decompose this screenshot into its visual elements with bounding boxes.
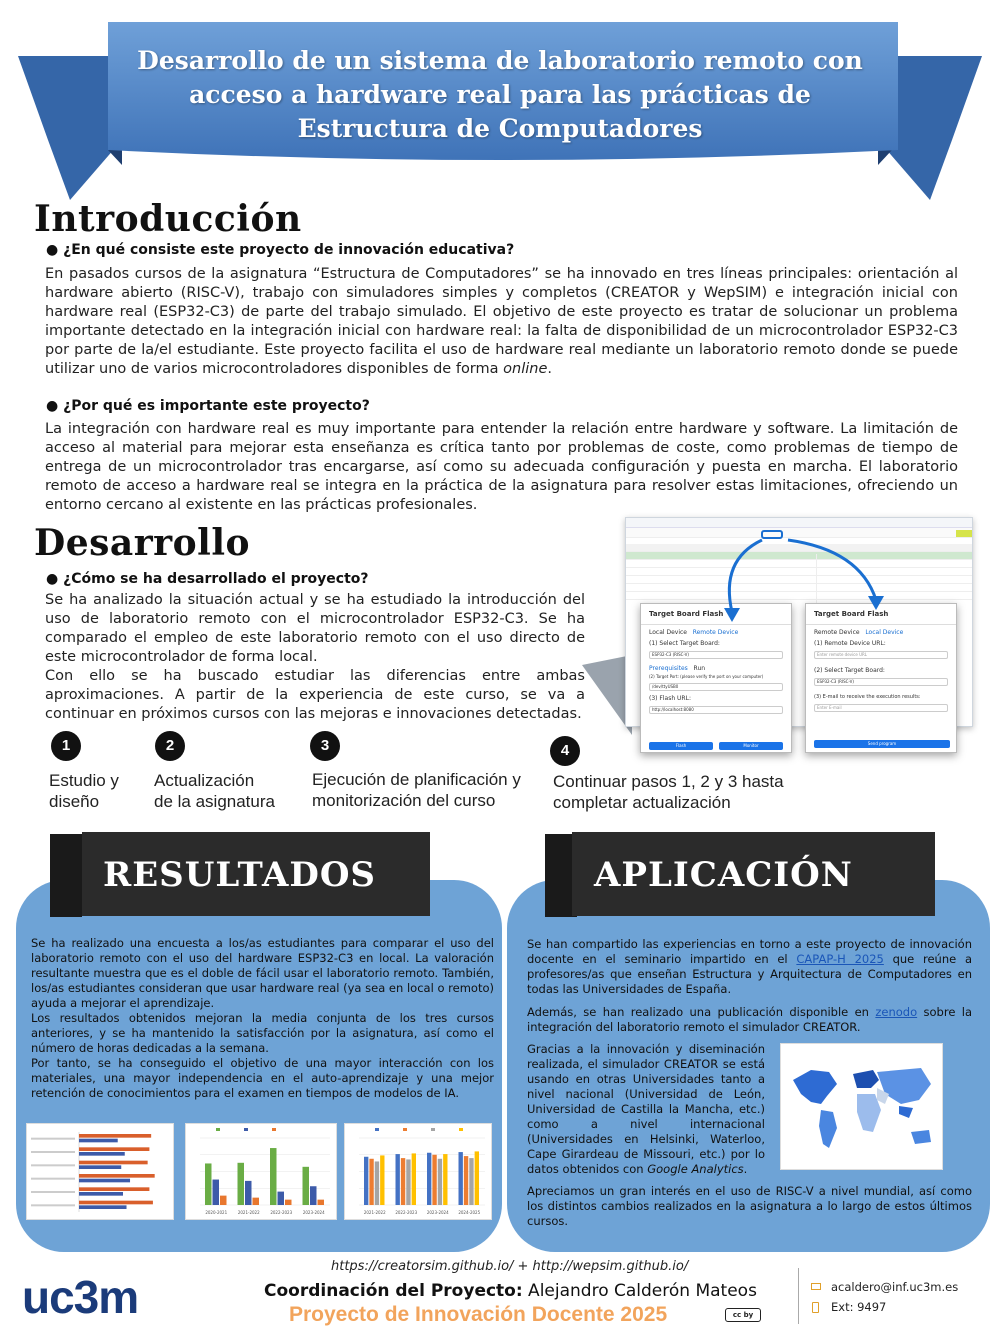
c2-tick-3: 2024-2025: [458, 1210, 481, 1215]
c1-bar-3-1: [310, 1186, 317, 1205]
intro-paragraph-2: La integración con hardware real es muy importante para entender la relación entre hardware y software. La limitación de acceso al material para mejorar esta enseñanza es crítica tanto por problemas de coste, como problemas de tiempo de entrega de un microcontrolador tras encargarse, así como su adecuada configuración y puesta en marcha. El laboratorio remoto de acceso a hardware real se integra en la práctica de la asignatura para resolver estas limitaciones, ofreciendo un entorno cercano al existente en las prácticas profesionales.: [45, 421, 958, 513]
modal-remote-flash: Target Board Flash Remote Device Local Device (1) Remote Device URL: Enter remote device URL (2) Select Target Board: ESP32-C3 (RISC-V) (3) E-mail to receive the execution results: Enter E-mail Send program: [805, 603, 957, 753]
application-text-2: Además, se han realizado una publicación disponible en zenodo sobre la integración del laboratorio remoto el simulador CREATOR.: [527, 1005, 972, 1034]
intro-question-2: ● ¿Por qué es importante este proyecto?: [46, 398, 370, 414]
banner-left-ribbon: [18, 56, 115, 200]
send-program-button[interactable]: Send program: [814, 740, 950, 748]
flash-button[interactable]: Flash: [649, 742, 713, 750]
chart-grades-by-year: [344, 1123, 492, 1220]
chart0-bar-1-1: [79, 1152, 125, 1156]
modal-local-flash: Target Board Flash Local Device Remote Device (1) Select Target Board: ESP32-C3 (RISC-V) Prerequisites Run (2) Target Port: (please verify the port on your computer) /dev/ttyUSB0 (3) Flash URL: http://localhost:8080 Flash Monitor: [640, 603, 792, 753]
banner-right-ribbon: [885, 56, 982, 200]
results-text: Se ha realizado una encuesta a los/as estudiantes para comparar el uso del laboratorio remoto con el uso del hardware ESP32-C3 en local. La valoración resultante muestra que es el doble de fácil usar el laboratorio remoto. También, los/as estudiantes consideran que usar hardware real (ya sea en local o remoto) ayuda a mejorar el aprendizaje. Los resultados obtenidos mejoran la media conjunta de los tres cursos anteriores, y se ha mantenido la satisfacción por la asignatura, así como el número de horas dedicadas a la semana. Por tanto, se ha conseguido el objetivo de una mayor interacción con los materiales, una mayor independencia en el auto-aprendizaje y una mejor retención de conocimientos para el examen en tiempos de modelos de IA.: [31, 936, 494, 1100]
intro-question-1: ● ¿En qué consiste este proyecto de innovación educativa?: [46, 242, 515, 258]
c1-bar-1-0: [238, 1163, 245, 1205]
c2-bar-3-0: [459, 1152, 463, 1205]
project-coordinator: Coordinación del Proyecto: Alejandro Calderón Mateos: [264, 1281, 757, 1301]
chart0-bar-1-0: [79, 1147, 149, 1151]
c2-bar-2-0: [427, 1153, 431, 1205]
application-text-1: Se han compartido las experiencias en torno a este proyecto de innovación docente en el seminario impartido en el CAPAP-H 2025 que reúne a profesores/as que enseñan Estructura y Arquitectura de Computadores en todas las Universidades de España.: [527, 937, 972, 996]
c2-legend-swatch-0: [375, 1128, 379, 1131]
chart-satisfaction-by-year: [185, 1123, 337, 1220]
c1-bar-0-1: [213, 1180, 220, 1205]
chart0-label-5: [31, 1191, 75, 1193]
step-3-text: Ejecución de planificación y monitorización del curso: [312, 770, 521, 810]
chart0-bar-0-1: [79, 1139, 118, 1143]
chart0-label-1: [31, 1138, 75, 1140]
c2-bar-2-1: [432, 1155, 436, 1205]
chart0-bar-5-1: [79, 1205, 127, 1209]
dev-heading: Desarrollo: [34, 522, 251, 564]
c2-tick-1: 2022-2023: [395, 1210, 418, 1215]
chart0-bar-2-0: [79, 1161, 148, 1165]
zenodo-link[interactable]: zenodo: [875, 1005, 918, 1019]
step-3-badge: 3: [310, 731, 340, 761]
chart0-label-2: [31, 1151, 75, 1153]
c2-legend-swatch-3: [459, 1128, 463, 1131]
chart0-bar-4-0: [79, 1187, 149, 1191]
c2-bar-3-3: [475, 1151, 479, 1205]
application-text-3: Gracias a la innovación y diseminación realizada, el simulador CREATOR se está usando en otras Universidades tanto a nivel nacional (Universidad de León, Universidad de Castilla la Mancha, etc.) como a nivel internacional (Universidades en Helsinki, Waterloo, Cape Girardeau de Missouri, etc.) por lo datos obtenidos con Google Analytics.: [527, 1042, 765, 1176]
project-program: Proyecto de Innovación Docente 2025: [289, 1303, 668, 1326]
dev-paragraph: Se ha analizado la situación actual y se ha estudiado la introducción del uso de laboratorio remoto con el microcontrolador ESP32-C3. Se ha comparado el empleo de este laboratorio remoto con el uso directo de este microcontrolador de forma local. Con ello se ha buscado estudiar las diferencias entre ambas aproximaciones. A partir de la experiencia de este curso, se va a continuar en próximos cursos con las mejoras e innovaciones detectadas.: [45, 592, 585, 722]
chart0-label-6: [31, 1204, 75, 1206]
application-text-4: Apreciamos un gran interés en el uso de RISC-V a nivel mundial, así como los distintos cambios realizados en la asignatura a lo largo de estos últimos cursos.: [527, 1184, 972, 1228]
monitor-button[interactable]: Monitor: [719, 742, 783, 750]
c2-legend-swatch-1: [403, 1128, 407, 1131]
phone-icon: [812, 1302, 819, 1313]
footer-divider: [798, 1268, 799, 1324]
flow-arrows: [700, 530, 900, 640]
poster-title: Desarrollo de un sistema de laboratorio remoto con acceso a hardware real para las prácticas de Estructura de Computadores: [137, 46, 863, 143]
c2-tick-0: 2021-2022: [363, 1210, 386, 1215]
c1-bar-0-0: [205, 1163, 212, 1205]
c2-bar-0-0: [364, 1157, 368, 1205]
contact-email[interactable]: acaldero@inf.uc3m.es: [831, 1280, 959, 1294]
c2-bar-0-2: [375, 1161, 379, 1205]
uc3m-logo: uc3m: [22, 1271, 139, 1323]
c1-bar-3-0: [303, 1167, 310, 1205]
c2-bar-3-1: [464, 1156, 468, 1205]
intro-heading: Introducción: [34, 198, 302, 240]
world-map-graphic: [781, 1044, 942, 1169]
c1-bar-2-1: [278, 1192, 285, 1205]
c1-tick-2: 2022-2023: [270, 1210, 293, 1215]
c2-legend-swatch-2: [431, 1128, 435, 1131]
chart0-bar-0-0: [79, 1134, 151, 1138]
step-2-text: Actualización de la asignatura: [154, 771, 275, 811]
step-1-badge: 1: [51, 731, 81, 761]
email-icon: [811, 1283, 821, 1290]
c2-bar-2-3: [443, 1154, 447, 1205]
c2-bar-1-2: [406, 1159, 410, 1205]
application-heading: APLICACIÓN: [594, 855, 853, 895]
c2-bar-3-2: [469, 1158, 473, 1205]
world-usage-map: [780, 1043, 943, 1170]
chart0-bar-3-1: [79, 1179, 130, 1183]
c2-bar-1-1: [401, 1158, 405, 1205]
c1-tick-3: 2023-2024: [302, 1210, 325, 1215]
project-urls[interactable]: https://creatorsim.github.io/ + http://wepsim.github.io/: [331, 1259, 689, 1274]
c2-bar-0-3: [380, 1155, 384, 1205]
chart0-label-3: [31, 1164, 75, 1166]
c1-bar-3-2: [318, 1200, 325, 1205]
chart-survey-horizontal: [26, 1123, 174, 1220]
c2-bar-0-1: [369, 1159, 373, 1205]
step-2-badge: 2: [155, 731, 185, 761]
c1-bar-1-2: [253, 1198, 260, 1205]
chart0-bar-5-0: [79, 1201, 153, 1205]
chart0-bar-3-0: [79, 1174, 155, 1178]
c2-bar-1-3: [412, 1153, 416, 1205]
c1-legend-swatch-1: [244, 1128, 248, 1131]
c2-bar-2-2: [438, 1159, 442, 1205]
step-4-badge: 4: [550, 736, 580, 766]
chart0-bar-2-1: [79, 1165, 121, 1169]
step-4-text: Continuar pasos 1, 2 y 3 hasta completar actualización: [553, 772, 784, 812]
c2-bar-1-0: [396, 1154, 400, 1205]
c1-tick-0: 2020-2021: [205, 1210, 228, 1215]
c1-bar-1-1: [245, 1181, 252, 1205]
step-1-text: Estudio y diseño: [49, 771, 119, 811]
c1-bar-0-2: [220, 1196, 227, 1205]
capap-link[interactable]: CAPAP-H 2025: [796, 952, 884, 966]
chart0-bar-4-1: [79, 1192, 123, 1196]
cc-license-badge: cc by: [725, 1308, 761, 1322]
c1-bar-2-2: [285, 1200, 292, 1205]
results-heading: RESULTADOS: [103, 855, 376, 895]
c1-legend-swatch-2: [272, 1128, 276, 1131]
c1-tick-1: 2021-2022: [237, 1210, 260, 1215]
c1-legend-swatch-0: [216, 1128, 220, 1131]
intro-paragraph-1: En pasados cursos de la asignatura “Estructura de Computadores” se ha innovado en tres líneas principales: orientación al hardware abierto (RISC-V), trabajo con simuladores simples y completos (CREATOR y WepSIM) e integración inicial con hardware real (ESP32-C3) de parte del trabajo simulado. El objetivo de este proyecto es tratar de solucionar un problema importante detectado en la integración inicial con hardware real: la falta de disponibilidad de un microcontrolador ESP32-C3 por parte de la/el estudiante. Este proyecto facilita el uso de hardware real mediante un laboratorio remoto donde se puede utilizar uno de varios microcontroladores disponibles de forma online.: [45, 266, 958, 377]
c2-tick-2: 2023-2024: [426, 1210, 449, 1215]
c1-bar-2-0: [270, 1148, 277, 1205]
contact-extension: Ext: 9497: [831, 1300, 887, 1314]
dev-question: ● ¿Cómo se ha desarrollado el proyecto?: [46, 571, 369, 587]
chart0-label-4: [31, 1178, 75, 1180]
